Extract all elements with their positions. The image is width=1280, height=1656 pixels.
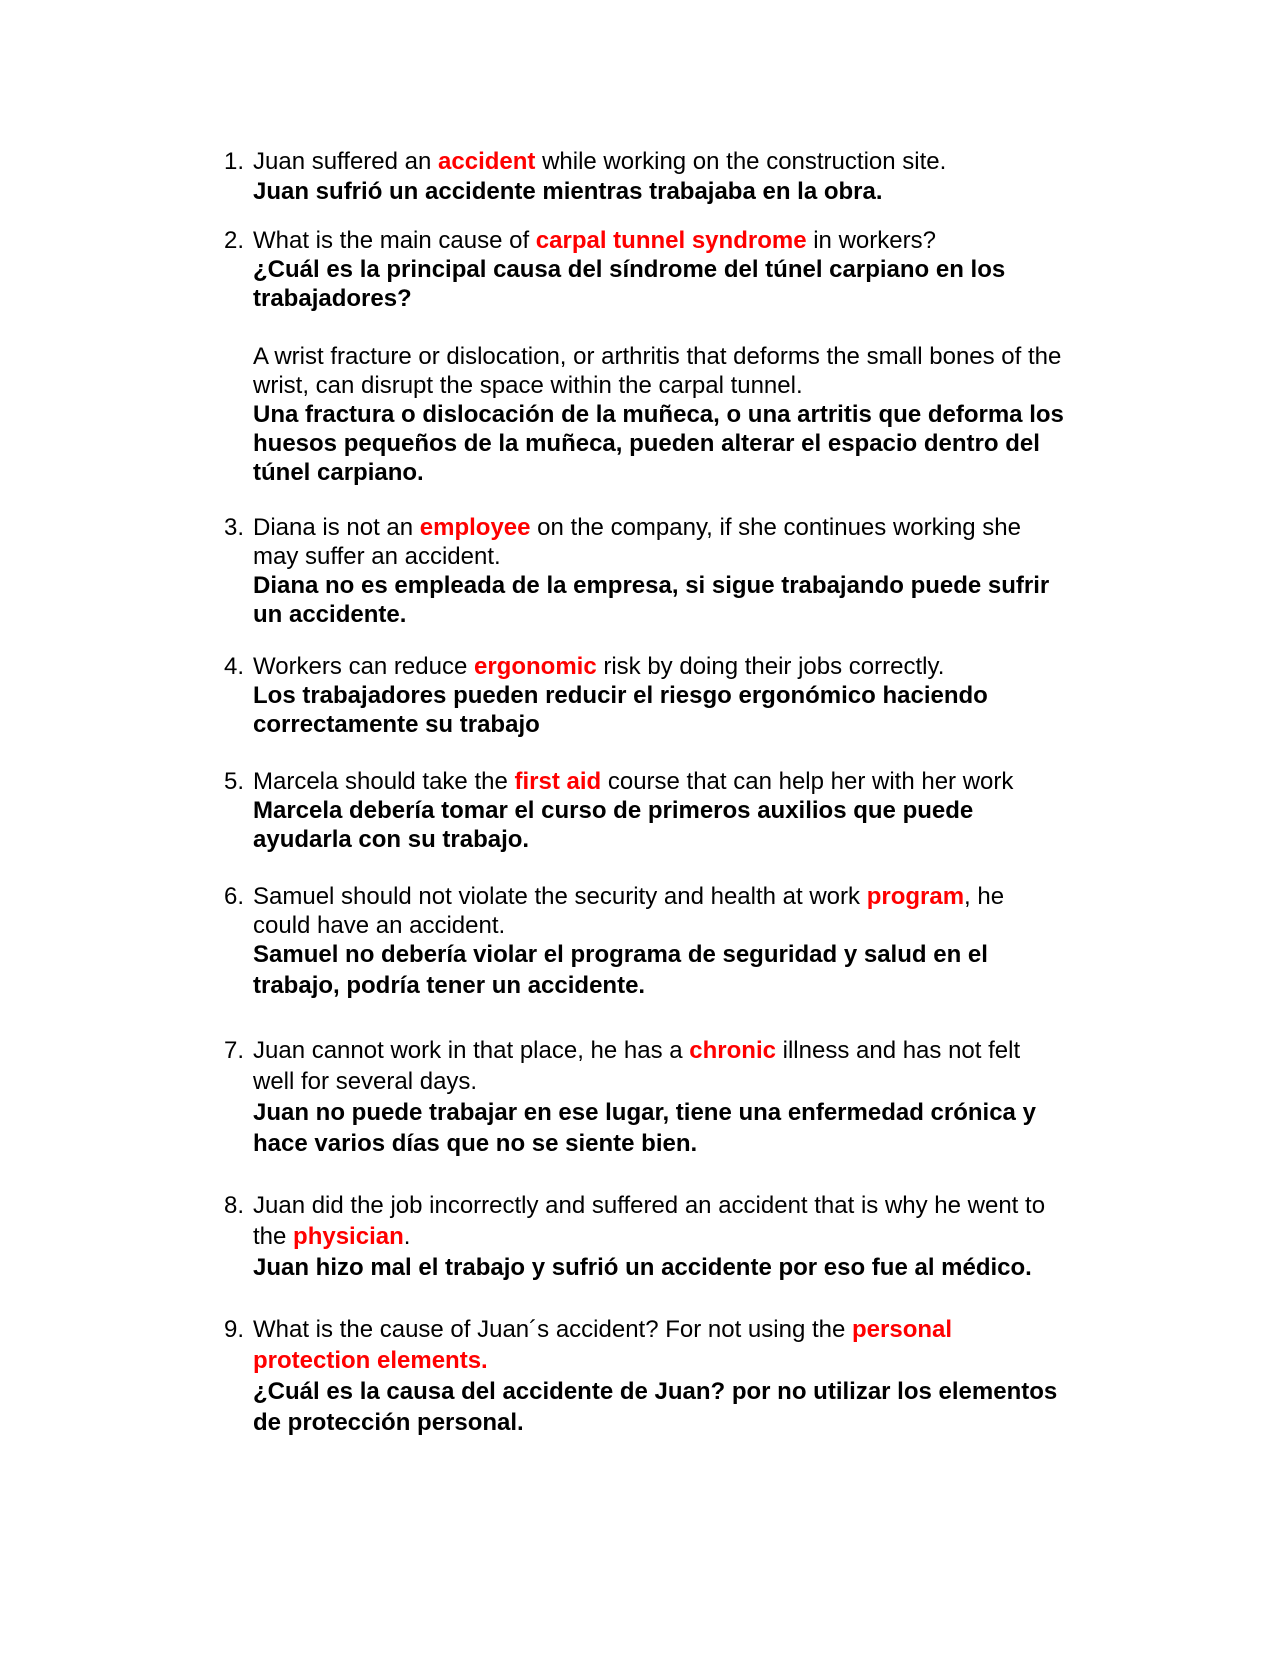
list-item-6 (223, 882, 1113, 1000)
english-sentence: Marcela should take the first aid course that can help her with her work (253, 768, 1014, 795)
keyword-line2: protection elements. (253, 1347, 488, 1374)
spanish-translation-line: Juan hizo mal el trabajo y sufrió un accidente por eso fue al médico. (253, 1254, 1032, 1281)
english-question: What is the main cause of carpal tunnel syndrome in workers? (253, 227, 936, 254)
spanish-translation-line: de protección personal. (253, 1409, 524, 1436)
english-sentence-line1: Juan did the job incorrectly and suffered an accident that is why he went to (253, 1192, 1046, 1219)
item-number: 4. (223, 653, 244, 680)
english-sentence-line2: could have an accident. (253, 912, 506, 939)
item-number: 9. (223, 1316, 244, 1343)
keyword: personal (852, 1316, 953, 1343)
spanish-answer-line: túnel carpiano. (253, 459, 424, 486)
spanish-translation-line: trabajadores? (253, 285, 412, 312)
keyword: chronic (689, 1037, 776, 1064)
list-item-3 (223, 513, 1113, 629)
item-number: 5. (223, 768, 244, 795)
english-sentence: Juan cannot work in that place, he has a chronic illness and has not felt (253, 1037, 1021, 1064)
list-item-7 (223, 1036, 1113, 1158)
spanish-translation-line: Los trabajadores pueden reducir el riesgo ergonómico haciendo (253, 682, 988, 709)
keyword: program (866, 883, 965, 910)
spanish-translation-line: Marcela debería tomar el curso de primeros auxilios que puede (253, 797, 974, 824)
english-question: What is the cause of Juan´s accident? For not using the personal (253, 1316, 953, 1343)
spanish-translation-line: hace varios días que no se siente bien. (253, 1130, 698, 1157)
item-number: 3. (223, 514, 244, 541)
item-number: 6. (223, 883, 244, 910)
english-sentence-line2: well for several days. (253, 1068, 478, 1095)
list-item-2 (223, 226, 1113, 487)
spanish-translation-line: ¿Cuál es la causa del accidente de Juan? por no utilizar los elementos (253, 1378, 1058, 1405)
english-sentence: Diana is not an employee on the company, if she continues working she (253, 514, 1021, 541)
keyword: carpal tunnel syndrome (535, 227, 807, 254)
keyword: employee (419, 514, 531, 541)
item-number: 2. (223, 227, 244, 254)
item-number: 1. (223, 148, 244, 175)
keyword: accident (438, 148, 536, 175)
english-answer-line: wrist, can disrupt the space within the carpal tunnel. (253, 372, 803, 399)
english-sentence: Juan suffered an accident while working on the construction site. (253, 148, 947, 175)
spanish-translation-line: ¿Cuál es la principal causa del síndrome del túnel carpiano en los (253, 256, 1006, 283)
list-item-1 (223, 147, 1113, 206)
spanish-translation: Juan sufrió un accidente mientras trabajaba en la obra. (253, 178, 883, 205)
spanish-translation-line: Juan no puede trabajar en ese lugar, tiene una enfermedad crónica y (253, 1099, 1036, 1126)
english-sentence-line2: the physician. (253, 1223, 411, 1250)
list-item-4 (223, 652, 1113, 739)
spanish-answer-line: huesos pequeños de la muñeca, pueden alterar el espacio dentro del (253, 430, 1040, 457)
spanish-answer-line: Una fractura o dislocación de la muñeca, o una artritis que deforma los (253, 401, 1064, 428)
spanish-translation-line: correctamente su trabajo (253, 711, 540, 738)
spanish-translation-line: un accidente. (253, 601, 407, 628)
spanish-translation-line: trabajo, podría tener un accidente. (253, 972, 646, 999)
item-number: 7. (223, 1037, 244, 1064)
keyword: ergonomic (473, 653, 597, 680)
list-item-9 (223, 1315, 1113, 1437)
english-sentence: Samuel should not violate the security and health at work program, he (253, 883, 1005, 910)
english-answer-line: A wrist fracture or dislocation, or arthritis that deforms the small bones of the (253, 343, 1062, 370)
keyword: physician (293, 1223, 404, 1250)
list-item-5 (223, 767, 1113, 854)
keyword: first aid (514, 768, 602, 795)
spanish-translation-line: Diana no es empleada de la empresa, si sigue trabajando puede sufrir (253, 572, 1050, 599)
item-number: 8. (223, 1192, 244, 1219)
english-sentence-line2: may suffer an accident. (253, 543, 501, 570)
list-item-8 (223, 1191, 1113, 1282)
spanish-translation-line: ayudarla con su trabajo. (253, 826, 530, 853)
spanish-translation-line: Samuel no debería violar el programa de seguridad y salud en el (253, 941, 988, 968)
english-sentence: Workers can reduce ergonomic risk by doing their jobs correctly. (253, 653, 945, 680)
